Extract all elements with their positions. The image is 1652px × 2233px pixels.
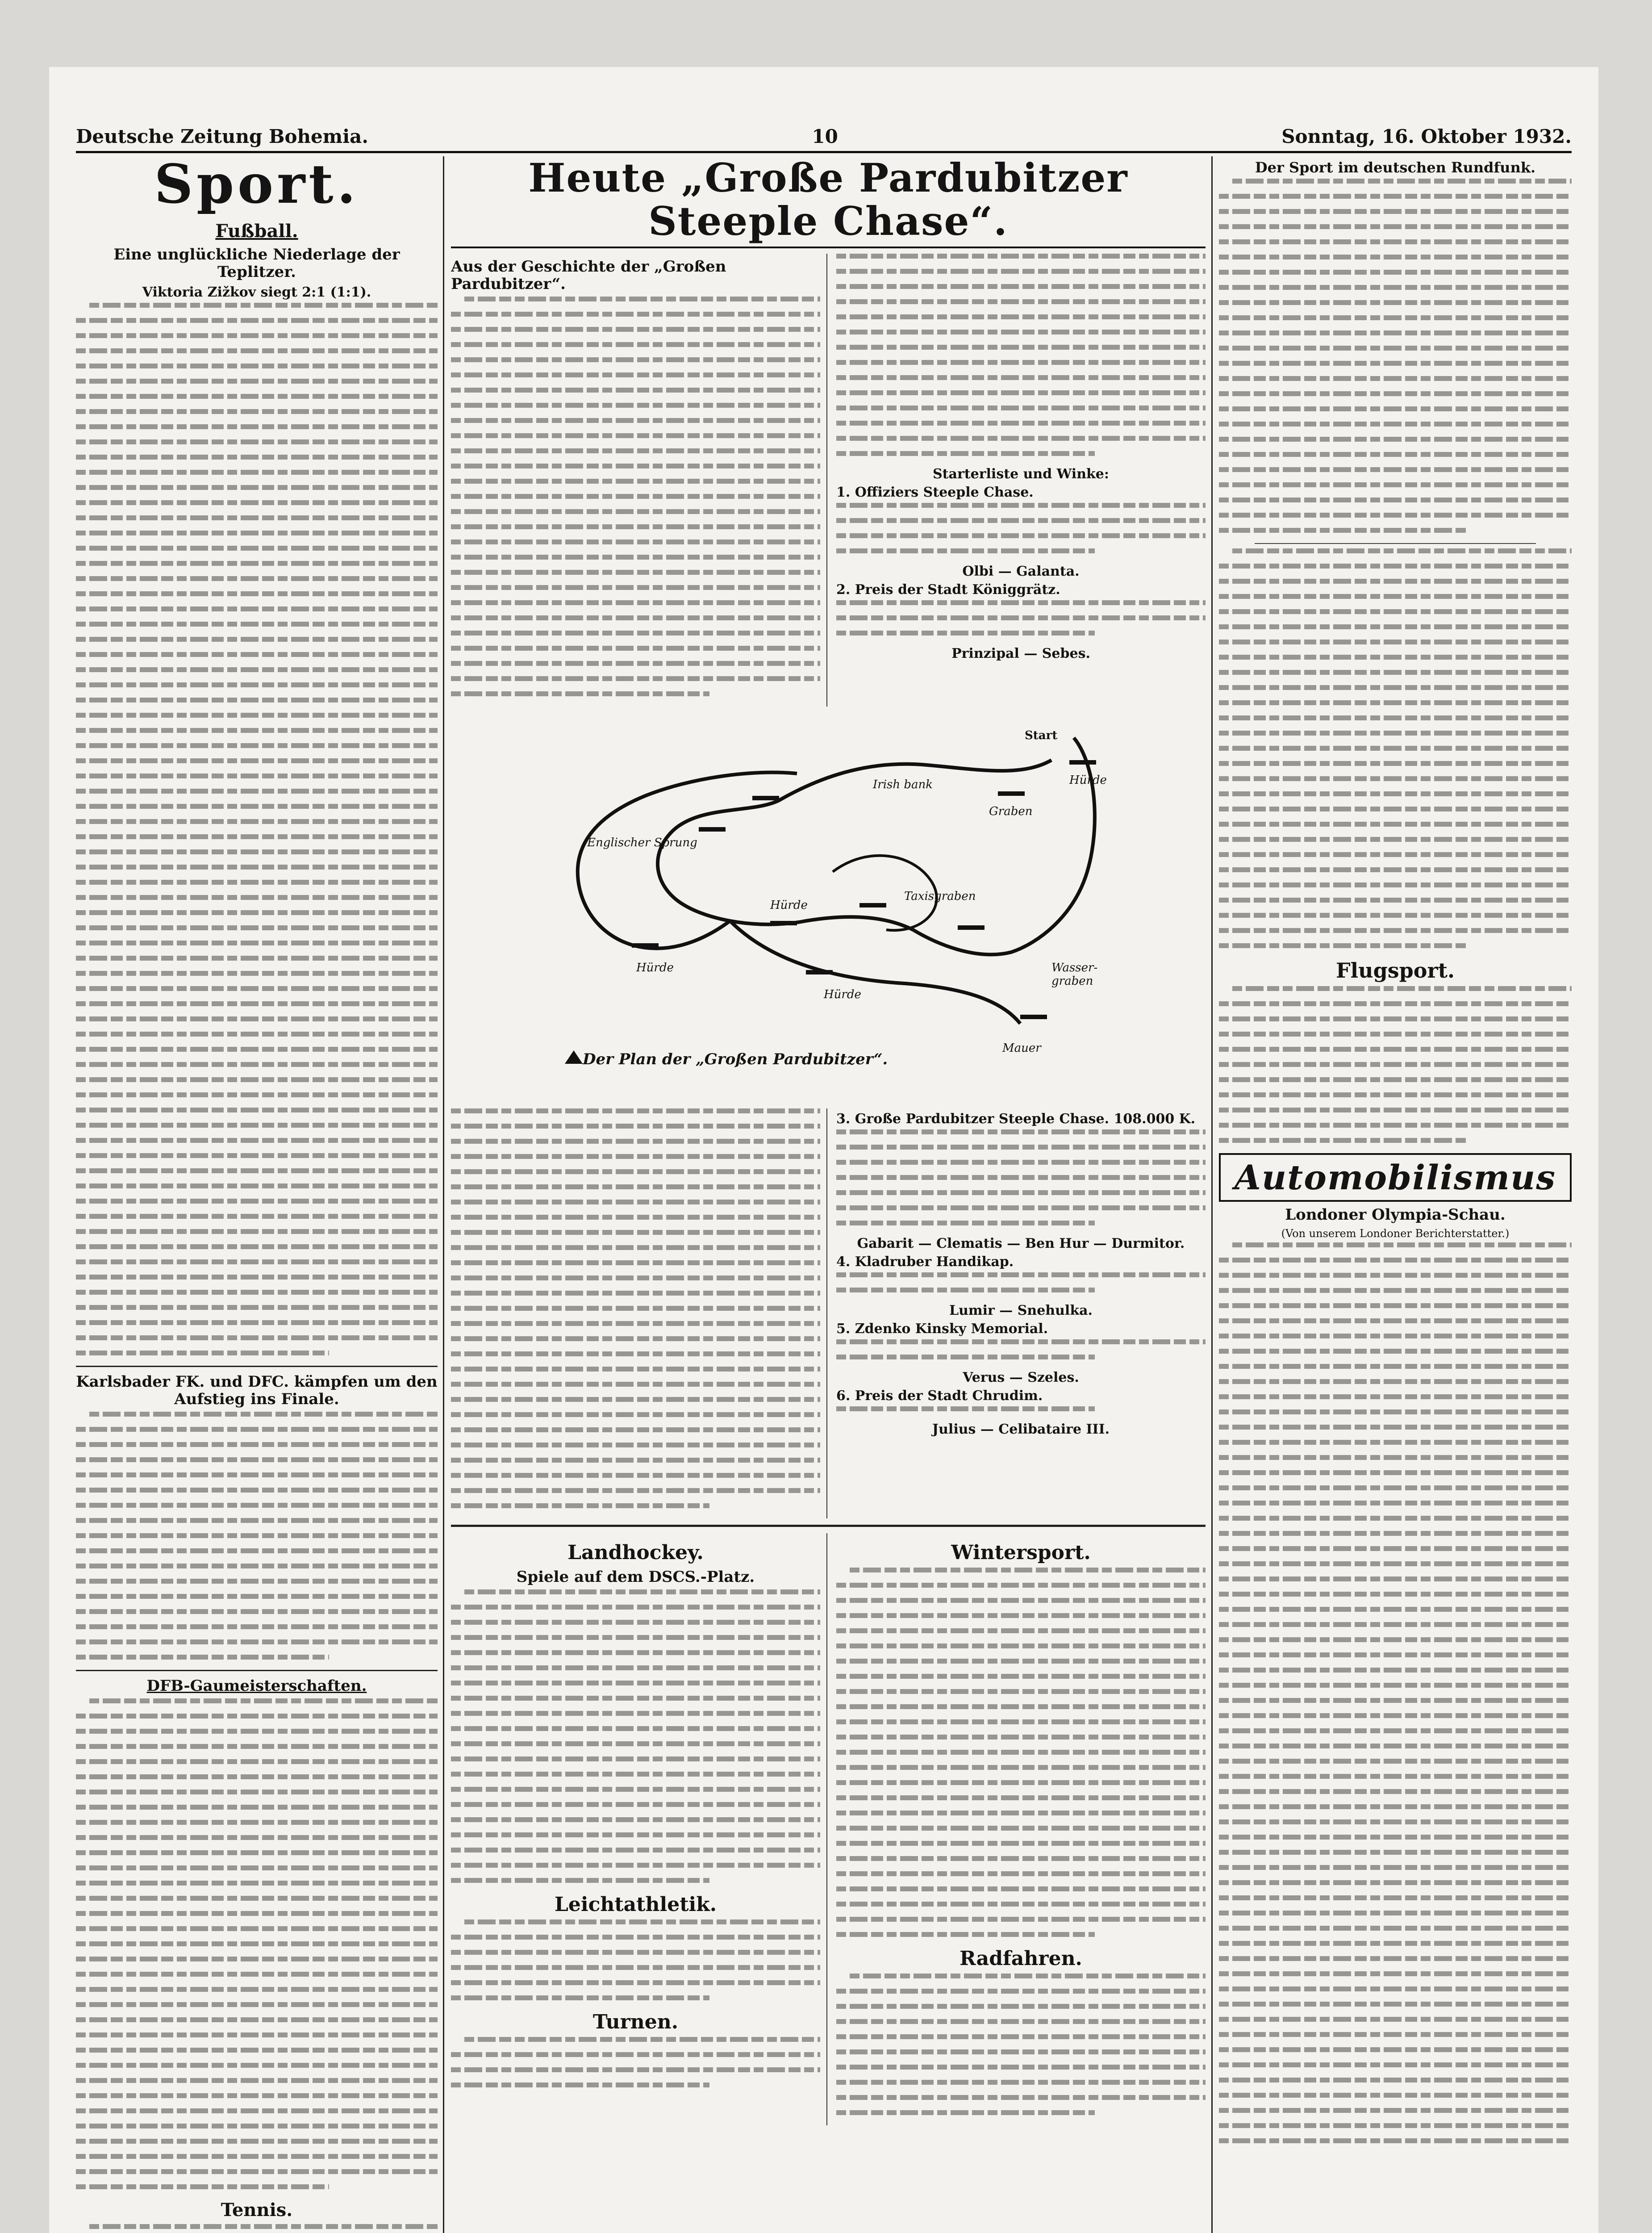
main-headline: Heute „Große Pardubitzer Steeple Chase“. xyxy=(451,156,1206,248)
tennis-heading: Tennis. xyxy=(221,2200,293,2221)
race-heading: 4. Kladruber Handikap. xyxy=(836,1254,1014,1270)
article-body xyxy=(451,297,820,696)
race-details xyxy=(836,1272,1206,1292)
race-heading: 2. Preis der Stadt Königgrätz. xyxy=(836,581,1060,598)
race-tip: Julius — Celibataire III. xyxy=(932,1421,1110,1437)
column-divider xyxy=(1211,156,1213,2233)
radfahren-heading: Radfahren. xyxy=(959,1947,1082,1970)
article-body xyxy=(1219,986,1572,1143)
map-label: Mauer xyxy=(1002,1041,1041,1055)
map-label: Englischer Sprung xyxy=(587,836,697,849)
map-label: Irish bank xyxy=(873,778,933,791)
article-body xyxy=(76,1698,438,2189)
landhockey-heading: Landhockey. xyxy=(567,1541,704,1564)
map-label: Wasser-graben xyxy=(1051,961,1098,988)
article-body xyxy=(1219,179,1572,533)
automobilismus-banner: Automobilismus xyxy=(1219,1153,1572,1202)
race-heading: 6. Preis der Stadt Chrudim. xyxy=(836,1388,1043,1404)
course-map-drawing xyxy=(520,711,1136,1104)
race-details xyxy=(836,503,1206,553)
article-body xyxy=(451,1108,820,1508)
article-headline: Karlsbader FK. und DFC. kämpfen um den Aufstieg ins Finale. xyxy=(76,1373,438,1409)
article-body xyxy=(1219,548,1572,948)
race-heading: 1. Offiziers Steeple Chase. xyxy=(836,484,1034,500)
race-tip: Olbi — Galanta. xyxy=(962,563,1080,579)
wintersport-heading: Wintersport. xyxy=(951,1541,1091,1564)
article-body xyxy=(451,1589,820,1883)
map-label: Hürde xyxy=(770,898,808,912)
article-body xyxy=(76,2224,438,2233)
article-body xyxy=(451,2037,820,2087)
race-tip: Prinzipal — Sebes. xyxy=(951,645,1090,661)
map-label: Hürde xyxy=(824,987,861,1001)
article-subheadline: Londoner Olympia-Schau. xyxy=(1285,1206,1506,1224)
race-tip: Verus — Szeles. xyxy=(963,1369,1079,1385)
map-label: Taxisgraben xyxy=(904,889,976,903)
column-right xyxy=(1219,156,1572,2233)
race-details xyxy=(836,1129,1206,1225)
article-body xyxy=(836,254,1206,456)
fussball-heading: Fußball. xyxy=(215,221,298,242)
column-sport xyxy=(76,156,438,2233)
column-divider xyxy=(443,156,444,2233)
page-number: 10 xyxy=(812,125,838,147)
article-headline: DFB-Gaumeisterschaften. xyxy=(146,1677,367,1695)
race-details xyxy=(836,1339,1206,1359)
race-tip: Lumir — Snehulka. xyxy=(949,1302,1093,1318)
race-heading: 5. Zdenko Kinsky Memorial. xyxy=(836,1321,1048,1337)
rundfunk-heading: Der Sport im deutschen Rundfunk. xyxy=(1255,159,1536,176)
page-header xyxy=(76,116,1572,153)
race-details xyxy=(836,600,1206,636)
map-label: Hürde xyxy=(636,961,674,974)
turnen-heading: Turnen. xyxy=(592,2010,679,2033)
article-headline: Eine unglückliche Niederlage der Teplitzer. xyxy=(113,246,400,281)
issue-date: Sonntag, 16. Oktober 1932. xyxy=(1281,125,1572,147)
newspaper-name: Deutsche Zeitung Bohemia. xyxy=(76,125,368,147)
race-heading: 3. Große Pardubitzer Steeple Chase. 108.000 K. xyxy=(836,1111,1196,1127)
article-body xyxy=(76,1412,438,1660)
map-label-start: Start xyxy=(1025,728,1058,742)
map-label: Hürde xyxy=(1069,773,1107,787)
newspaper-page xyxy=(49,67,1598,2233)
starter-list-heading: Starterliste und Winke: xyxy=(933,466,1109,482)
course-map xyxy=(520,711,1136,1104)
race-details xyxy=(836,1406,1206,1411)
column-pardubitz xyxy=(451,156,1206,2233)
leichtathletik-heading: Leichtathletik. xyxy=(554,1893,717,1916)
flugsport-heading: Flugsport. xyxy=(1336,958,1455,983)
article-subheadline: Aus der Geschichte der „Großen Pardubitzer“. xyxy=(451,257,726,293)
article-subheadline: Viktoria Zižkov siegt 2:1 (1:1). xyxy=(142,284,371,301)
race-tip: Gabarit — Clematis — Ben Hur — Durmitor. xyxy=(857,1235,1185,1251)
article-body xyxy=(1219,1242,1572,2143)
map-label: Graben xyxy=(989,804,1033,818)
map-caption: Der Plan der „Großen Pardubitzer“. xyxy=(583,1050,888,1068)
article-subheadline: Spiele auf dem DSCS.-Platz. xyxy=(516,1568,755,1586)
article-body xyxy=(836,1568,1206,1937)
section-title-sport: Sport. xyxy=(154,156,359,216)
article-body xyxy=(451,1919,820,2000)
article-byline: (Von unserem Londoner Berichterstatter.) xyxy=(1281,1227,1510,1240)
article-body xyxy=(836,1974,1206,2115)
article-body xyxy=(76,303,438,1355)
